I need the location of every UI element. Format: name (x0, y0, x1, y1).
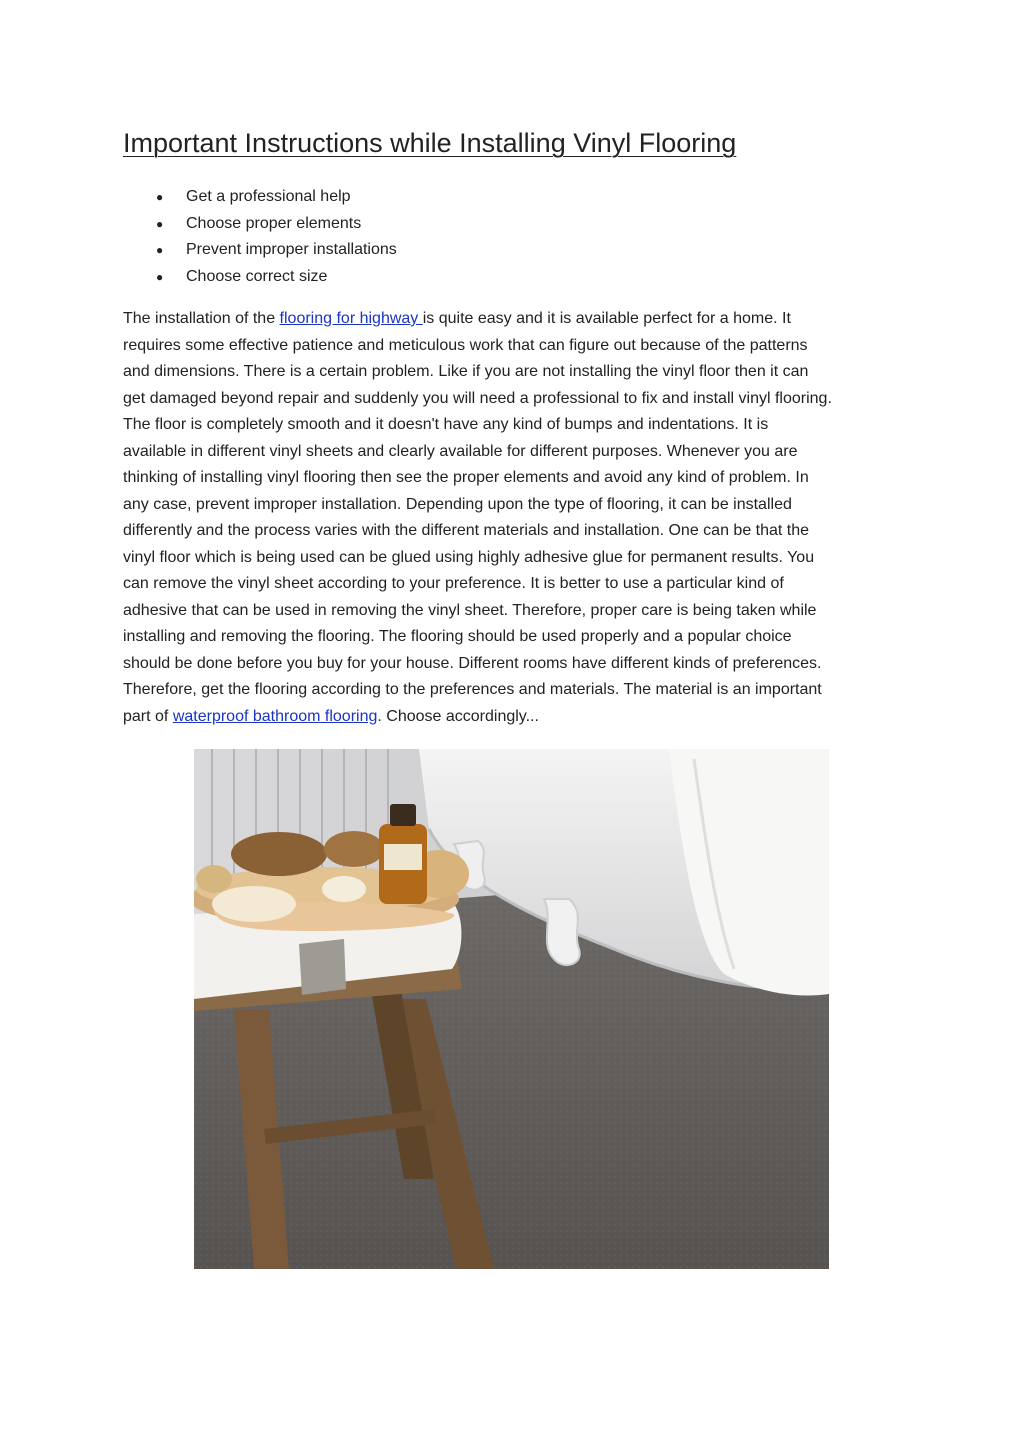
list-item (123, 237, 397, 264)
paragraph-text: part of (123, 707, 173, 725)
paragraph-line: thinking of installing vinyl flooring then see the proper elements and avoid any kind of problem. In (123, 469, 809, 486)
body-paragraph (123, 306, 903, 730)
paragraph-line (123, 306, 903, 333)
paragraph-text: is quite easy and it is available perfect for a home. It (422, 310, 791, 327)
bathroom-photo (194, 749, 829, 1269)
brush-bristles (212, 886, 296, 922)
bullet-icon: ● (156, 269, 164, 284)
natural-sponge (196, 865, 232, 893)
paragraph-line: should be done before you buy for your house. Different rooms have different kinds of preferences. (123, 654, 822, 672)
paragraph-text: . Choose accordingly... (377, 707, 539, 725)
paragraph-line: Therefore, get the flooring according to the preferences and materials. The material is an important (123, 681, 822, 698)
paragraph-line: The floor is completely smooth and it doesn't have any kind of bumps and indentations. It is (123, 416, 769, 433)
paragraph-line: any case, prevent improper installation. Depending upon the type of flooring, it can be installed (123, 495, 792, 513)
instruction-list (123, 184, 397, 290)
paragraph-line: can remove the vinyl sheet according to your preference. It is better to use a particular kind of (123, 575, 784, 592)
paragraph-text: The installation of the (123, 310, 280, 327)
bathroom-illustration (194, 749, 829, 1269)
list-item (123, 211, 397, 238)
paragraph-line: installing and removing the flooring. The flooring should be used properly and a popular choice (123, 628, 792, 645)
paragraph-line: adhesive that can be used in removing the vinyl sheet. Therefore, proper care is being taken while (123, 601, 817, 619)
paragraph-line: available in different vinyl sheets and clearly available for different purposes. Whenever you are (123, 442, 798, 460)
paragraph-line: vinyl floor which is being used can be glued using highly adhesive glue for permanent results. You (123, 548, 815, 566)
list-item (123, 184, 397, 211)
list-item-label: Get a professional help (186, 188, 351, 205)
page-title: Important Instructions while Installing Vinyl Flooring (123, 128, 737, 158)
list-item-label: Choose correct size (186, 267, 328, 285)
paragraph-line: and dimensions. There is a certain problem. Like if you are not installing the vinyl floor then it can (123, 363, 809, 380)
flooring-for-highway-link[interactable]: flooring for highway (279, 310, 423, 327)
list-item-label: Choose proper elements (186, 214, 362, 232)
bullet-icon: ● (156, 216, 164, 231)
natural-sponge (324, 831, 384, 867)
paragraph-line (123, 704, 903, 731)
paragraph-line: requires some effective patience and meticulous work that can figure out because of the patterns (123, 336, 808, 354)
paragraph-line: get damaged beyond repair and suddenly you will need a professional to fix and install vinyl flooring. (123, 389, 832, 407)
list-item-label: Prevent improper installations (186, 241, 397, 258)
waterproof-bathroom-flooring-link[interactable]: waterproof bathroom flooring (172, 707, 378, 725)
list-item (123, 264, 397, 291)
towel-stripe (299, 939, 346, 995)
bullet-icon: ● (156, 190, 164, 204)
brush-bristles (322, 876, 366, 902)
bullet-icon: ● (156, 243, 164, 257)
natural-sponge (231, 832, 327, 876)
paragraph-line: differently and the process varies with the different materials and installation. One can be that the (123, 522, 810, 539)
